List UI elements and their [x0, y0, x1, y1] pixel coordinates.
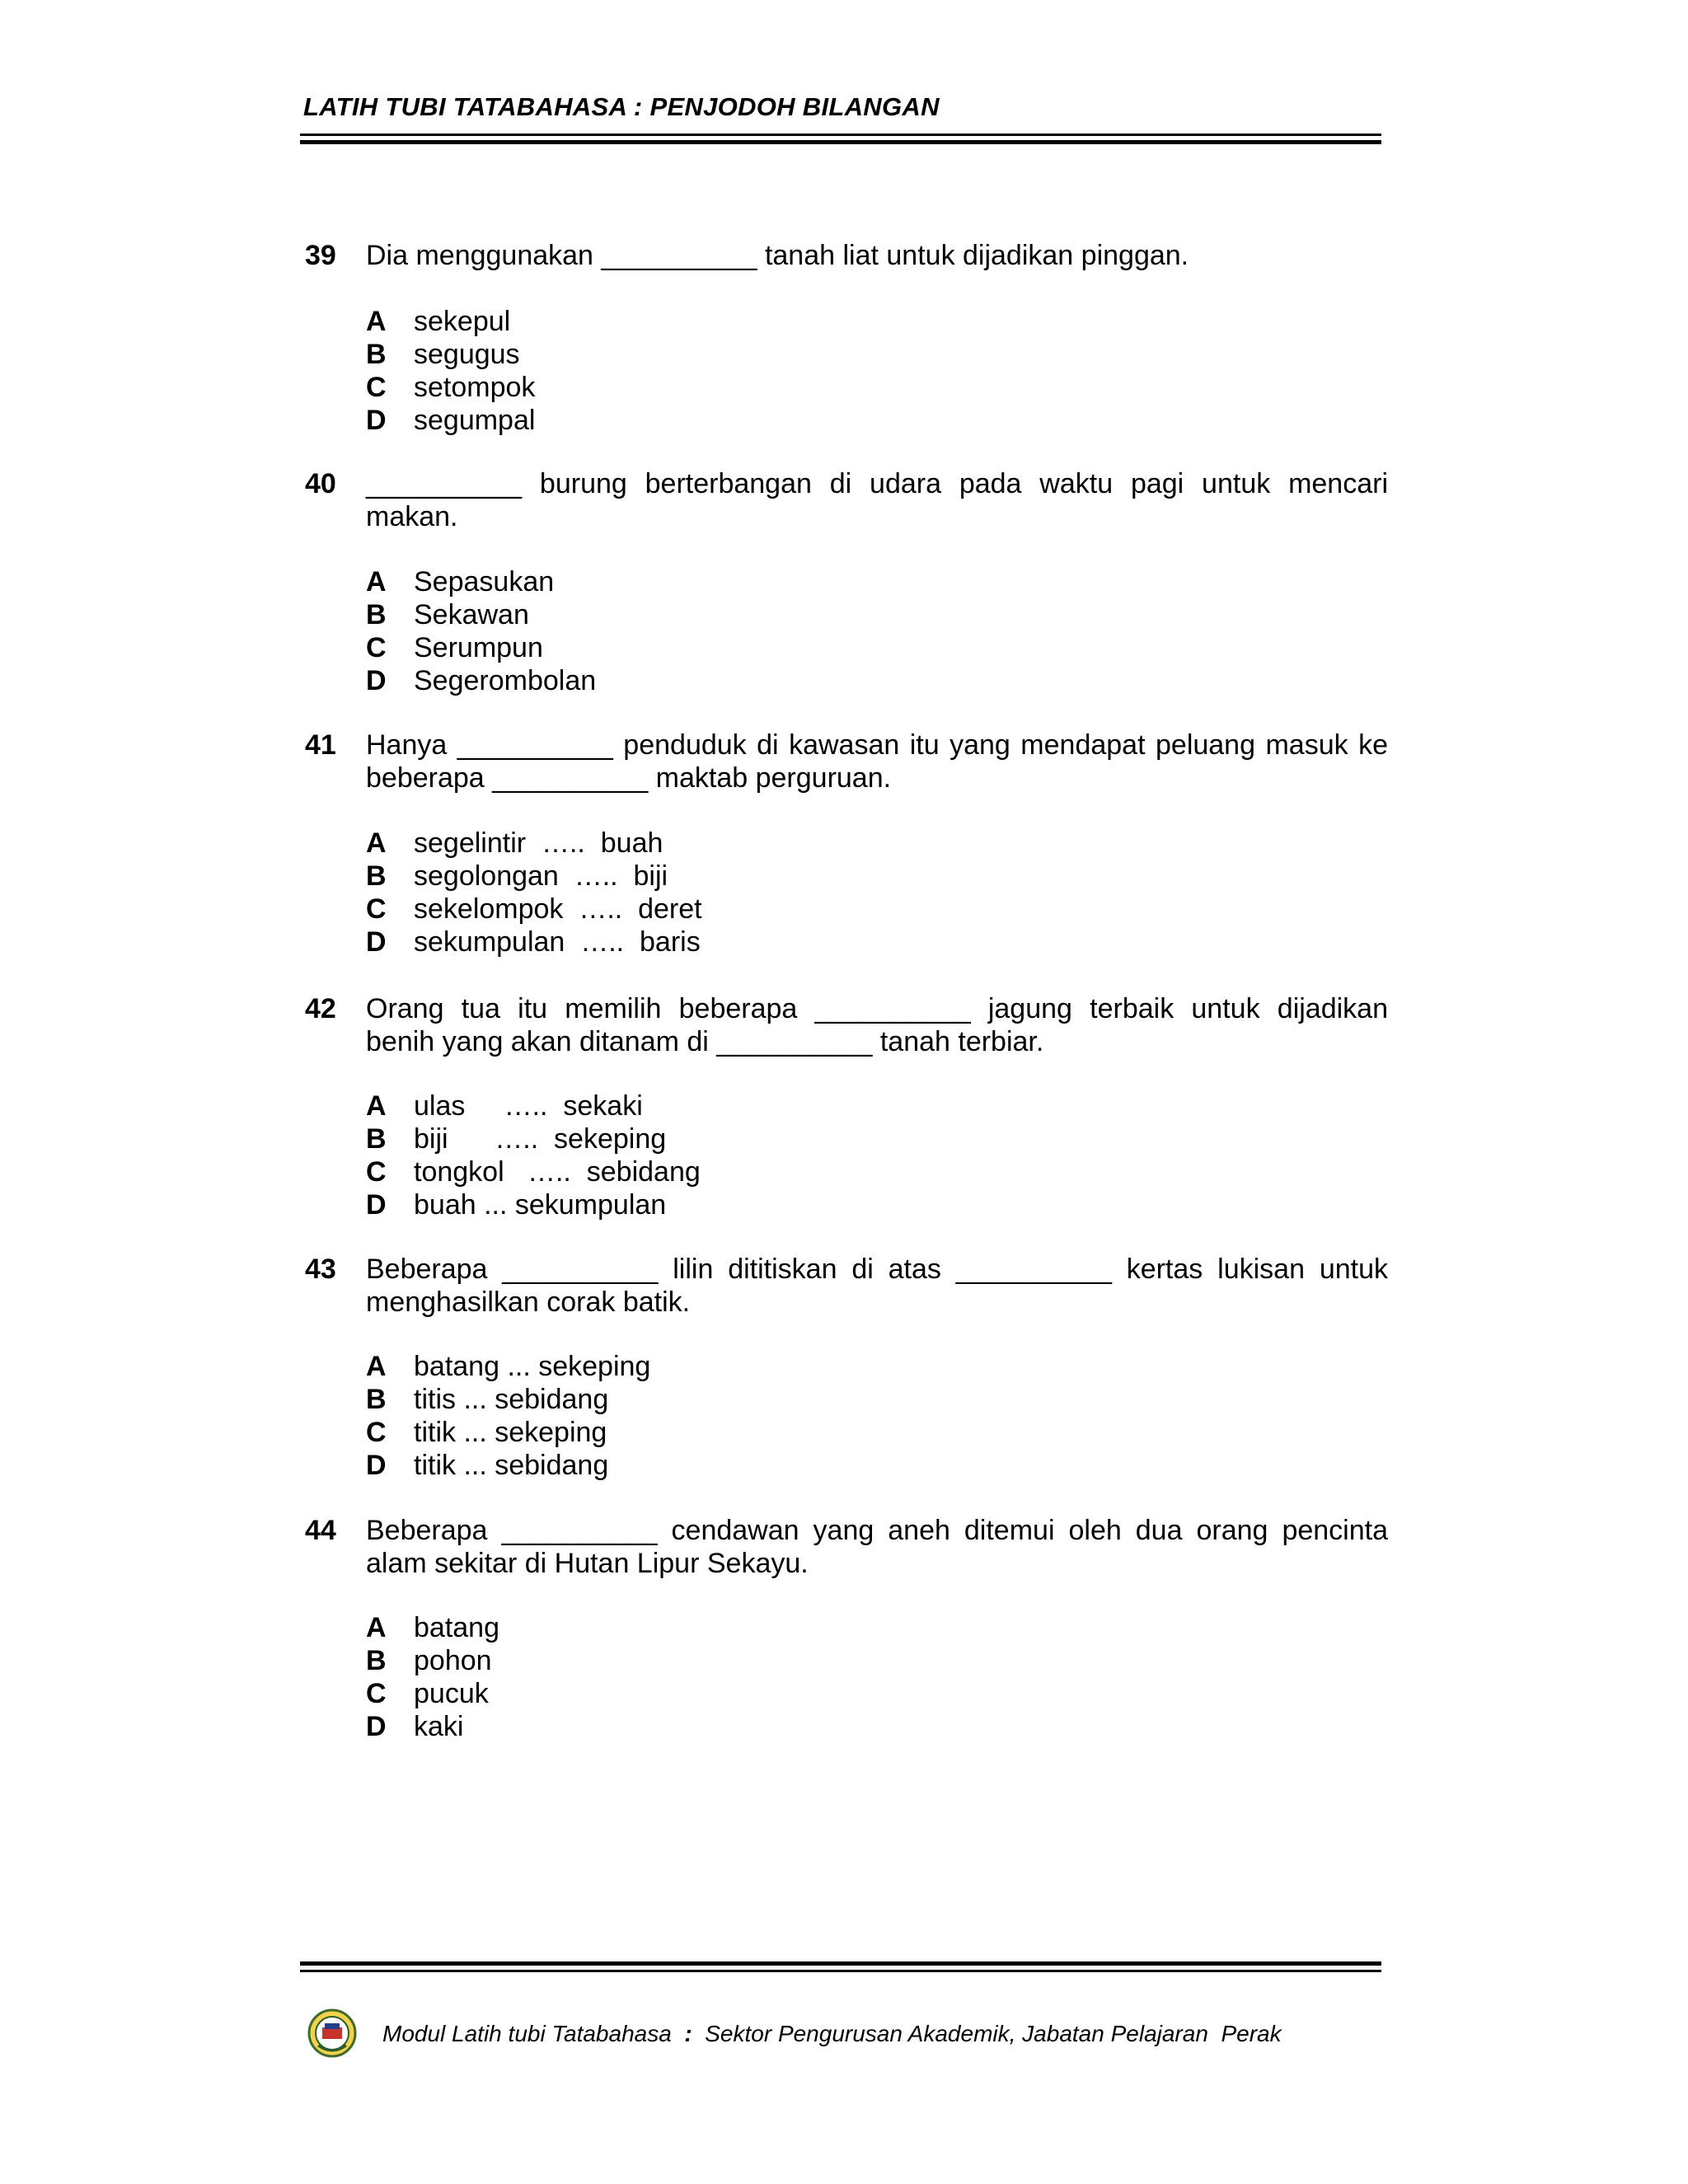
question-line: Dia menggunakan __________ tanah liat untuk dijadikan pinggan. [366, 240, 1189, 271]
question-text [366, 1253, 1388, 1319]
option-a[interactable] [366, 565, 596, 598]
option-letter: C [366, 1417, 387, 1448]
option-text: Sekawan [414, 599, 529, 630]
question-text [366, 467, 1388, 533]
question-line: benih yang akan ditanam di __________ tanah terbiar. [366, 1026, 1044, 1057]
option-d[interactable] [366, 404, 535, 437]
option-text: segolongan ….. biji [414, 860, 668, 892]
question-number: 39 [305, 240, 336, 271]
option-text: batang ... sekeping [414, 1351, 651, 1382]
option-letter: C [366, 632, 387, 663]
option-letter: A [366, 1090, 387, 1122]
question-line: Beberapa __________ lilin dititiskan di atas __________ kertas lukisan untuk [366, 1254, 1388, 1285]
option-letter: C [366, 893, 387, 925]
options-list [366, 827, 702, 958]
option-d[interactable] [366, 926, 702, 958]
option-text: sekepul [414, 306, 511, 337]
question-text [366, 1514, 1388, 1580]
option-text: segumpal [414, 405, 536, 436]
option-text: Serumpun [414, 632, 543, 663]
header-rule-thick [300, 140, 1381, 144]
option-text: segugus [414, 339, 520, 370]
question-text [366, 992, 1388, 1058]
option-letter: C [366, 372, 387, 403]
question-text [366, 729, 1388, 794]
option-text: segelintir ….. buah [414, 827, 663, 859]
option-text: pohon [414, 1645, 492, 1676]
option-b[interactable] [366, 338, 535, 371]
option-letter: A [366, 827, 387, 859]
question-line: Orang tua itu memilih beberapa __________ jagung terbaik untuk dijadikan [366, 993, 1388, 1024]
question-number: 42 [305, 993, 336, 1024]
option-a[interactable] [366, 1611, 499, 1644]
option-letter: D [366, 1450, 387, 1481]
option-text: Segerombolan [414, 665, 597, 696]
header-rule-thin [300, 134, 1381, 136]
option-letter: B [366, 1645, 387, 1676]
footer-rule-thick [300, 1961, 1381, 1966]
option-letter: A [366, 306, 387, 337]
option-b[interactable] [366, 598, 596, 631]
option-a[interactable] [366, 305, 535, 338]
footer-text [382, 2021, 1282, 2047]
question-text [366, 239, 1388, 272]
option-letter: A [366, 1351, 387, 1382]
option-letter: C [366, 1678, 387, 1709]
option-b[interactable] [366, 1122, 701, 1155]
option-d[interactable] [366, 1710, 499, 1743]
option-text: titik ... sekeping [414, 1417, 607, 1448]
question-number: 44 [305, 1515, 336, 1546]
emblem-logo-icon [307, 2008, 358, 2059]
question-number: 41 [305, 729, 336, 761]
option-letter: D [366, 1189, 387, 1221]
option-b[interactable] [366, 1383, 650, 1416]
question-line: makan. [366, 501, 458, 532]
option-d[interactable] [366, 664, 596, 697]
option-b[interactable] [366, 860, 702, 893]
option-a[interactable] [366, 827, 702, 860]
option-letter: B [366, 1384, 387, 1415]
option-letter: D [366, 665, 387, 696]
option-text: biji ….. sekeping [414, 1123, 667, 1155]
option-letter: D [366, 1711, 387, 1742]
option-a[interactable] [366, 1090, 701, 1122]
option-text: kaki [414, 1711, 464, 1742]
option-text: titik ... sebidang [414, 1450, 609, 1481]
option-letter: D [366, 405, 387, 436]
option-text: buah ... sekumpulan [414, 1189, 667, 1221]
option-c[interactable] [366, 631, 596, 664]
options-list [366, 1350, 650, 1482]
option-b[interactable] [366, 1644, 499, 1677]
option-d[interactable] [366, 1449, 650, 1482]
option-letter: C [366, 1156, 387, 1188]
footer-left: Modul Latih tubi Tatabahasa [382, 2021, 672, 2046]
question-line: __________ burung berterbangan di udara pada waktu pagi untuk mencari [366, 468, 1388, 499]
question-line: alam sekitar di Hutan Lipur Sekayu. [366, 1548, 809, 1579]
option-text: titis ... sebidang [414, 1384, 609, 1415]
option-text: setompok [414, 372, 536, 403]
option-letter: D [366, 926, 387, 958]
option-c[interactable] [366, 1416, 650, 1449]
option-text: tongkol ….. sebidang [414, 1156, 701, 1188]
option-text: ulas ….. sekaki [414, 1090, 643, 1122]
option-text: sekelompok ….. deret [414, 893, 702, 925]
option-text: pucuk [414, 1678, 489, 1709]
option-text: sekumpulan ….. baris [414, 926, 701, 958]
question-line: beberapa __________ maktab perguruan. [366, 762, 892, 794]
option-d[interactable] [366, 1188, 701, 1221]
option-c[interactable] [366, 893, 702, 926]
option-letter: A [366, 566, 387, 598]
option-text: Sepasukan [414, 566, 555, 598]
question-line: Beberapa __________ cendawan yang aneh ditemui oleh dua orang pencinta [366, 1515, 1388, 1546]
option-letter: A [366, 1612, 387, 1643]
options-list [366, 305, 535, 437]
options-list [366, 565, 596, 697]
option-c[interactable] [366, 1677, 499, 1710]
footer-right: Sektor Pengurusan Akademik, Jabatan Pelajaran Perak [705, 2021, 1282, 2046]
option-letter: B [366, 1123, 387, 1155]
header-title: LATIH TUBI TATABAHASA : PENJODOH BILANGAN [303, 92, 940, 121]
question-number: 40 [305, 468, 336, 499]
question-number: 43 [305, 1254, 336, 1285]
footer-rule-thin [300, 1970, 1381, 1972]
option-letter: B [366, 860, 387, 892]
option-text: batang [414, 1612, 499, 1643]
question-line: menghasilkan corak batik. [366, 1286, 691, 1318]
options-list [366, 1090, 701, 1221]
option-letter: B [366, 339, 387, 370]
question-line: Hanya __________ penduduk di kawasan itu yang mendapat peluang masuk ke [366, 729, 1388, 761]
option-a[interactable] [366, 1350, 650, 1383]
option-c[interactable] [366, 371, 535, 404]
option-c[interactable] [366, 1155, 701, 1188]
footer-separator: : [684, 2021, 692, 2046]
options-list [366, 1611, 499, 1743]
option-letter: B [366, 599, 387, 630]
